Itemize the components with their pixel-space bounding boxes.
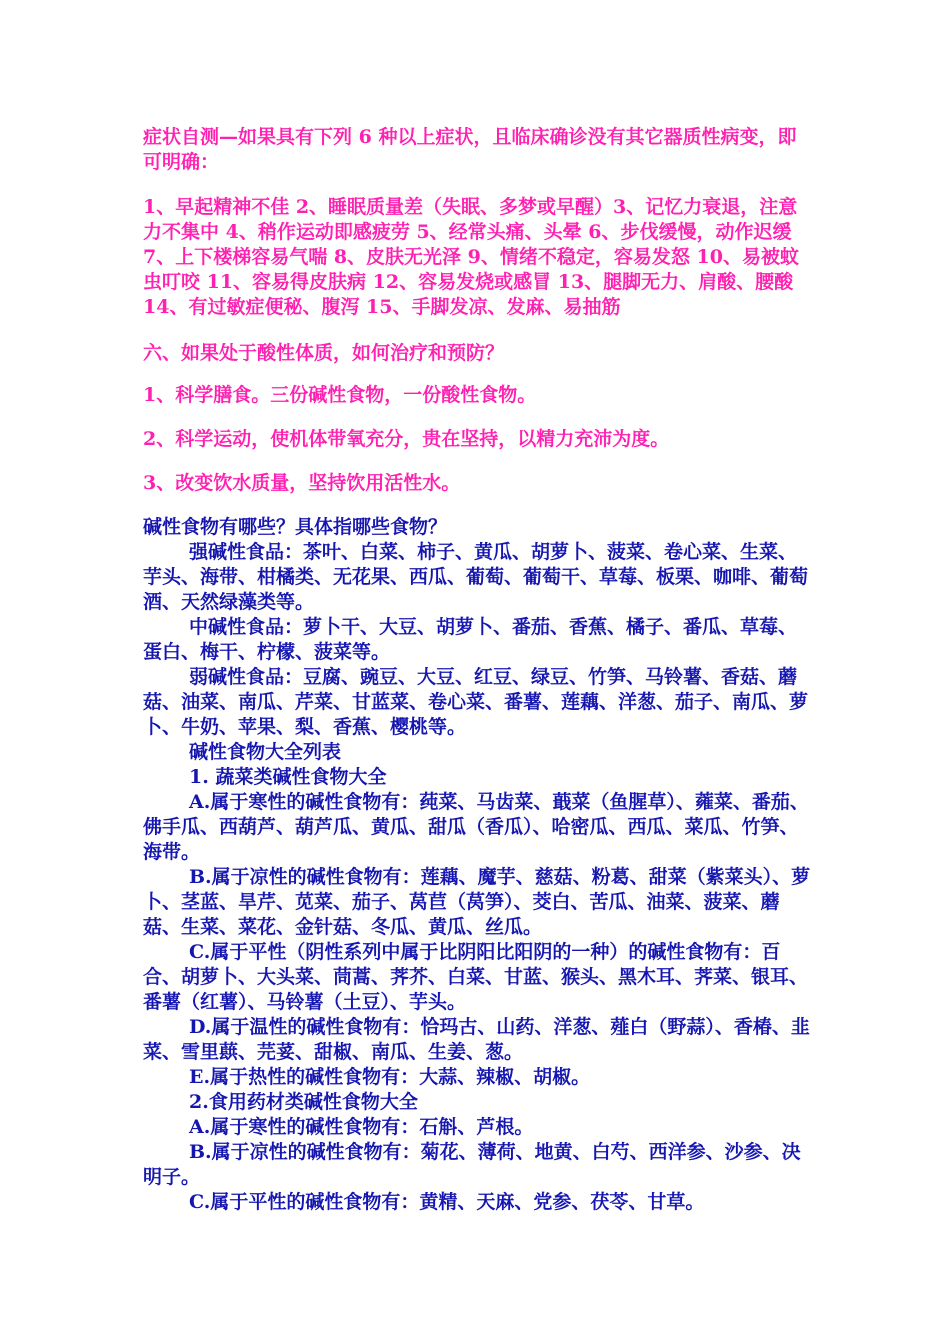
vegetable-cold: A.属于寒性的碱性食物有：莼菜、马齿菜、蕺菜（鱼腥草）、蕹菜、番茄、佛手瓜、西葫芦、葫芦瓜、黄瓜、甜瓜（香瓜）、哈密瓜、西瓜、菜瓜、竹笋、海带。: [143, 791, 809, 863]
medium-alkaline-foods: 中碱性食品：萝卜干、大豆、胡萝卜、番茄、香蕉、橘子、番瓜、草莓、蛋白、梅干、柠檬、菠菜等。: [143, 616, 798, 663]
alkaline-food-section: [143, 515, 811, 1215]
herb-section-title: 2.食用药材类碱性食物大全: [189, 1091, 418, 1113]
herb-cold: A.属于寒性的碱性食物有：石斛、芦根。: [189, 1116, 534, 1138]
vegetable-hot: E.属于热性的碱性食物有：大蒜、辣椒、胡椒。: [189, 1066, 591, 1088]
vegetable-cool: B.属于凉性的碱性食物有：莲藕、魔芋、慈菇、粉葛、甜菜（紫菜头）、萝卜、茎蓝、旱芹、苋菜、茄子、莴苣（莴笋）、茭白、苦瓜、油菜、菠菜、蘑菇、生菜、菜花、金针菇、冬瓜、黄瓜、丝瓜。: [143, 866, 811, 938]
strong-alkaline-foods: 强碱性食品：茶叶、白菜、柿子、黄瓜、胡萝卜、菠菜、卷心菜、生菜、芋头、海带、柑橘类、无花果、西瓜、葡萄、葡萄干、草莓、板栗、咖啡、葡萄酒、天然绿藻类等。: [143, 541, 809, 613]
herb-cool: B.属于凉性的碱性食物有：菊花、薄荷、地黄、白芍、西洋参、沙参、决明子。: [143, 1141, 801, 1188]
symptom-list: 1、早起精神不佳 2、睡眠质量差（失眠、多梦或早醒）3、记忆力衰退，注意力不集中 4、稍作运动即感疲劳 5、经常头痛、头晕 6、步伐缓慢，动作迟缓 7、上下楼梯容易气喘 8、皮肤无光泽 9、情绪不稳定，容易发怒 10、易被蚊虫叮咬 11、容易得皮肤病 12、容易发烧或感冒 13、腿脚无力、肩酸、腰酸 14、有过敏症便秘、腹泻 15、手脚发凉、发麻、易抽筋: [143, 196, 799, 318]
vegetable-section-title: 1. 蔬菜类碱性食物大全: [189, 766, 387, 788]
herb-neutral: C.属于平性的碱性食物有：黄精、天麻、党参、茯苓、甘草。: [189, 1191, 705, 1213]
tip-three: 3、改变饮水质量，坚持饮用活性水。: [143, 472, 461, 494]
tip-two: 2、科学运动，使机体带氧充分，贵在坚持，以精力充沛为度。: [143, 428, 670, 450]
tip-one: 1、科学膳食。三份碱性食物，一份酸性食物。: [143, 384, 537, 406]
alkaline-list-title: 碱性食物大全列表: [189, 741, 342, 763]
section-six-heading: 六、如果处于酸性体质，如何治疗和预防？: [143, 342, 505, 364]
weak-alkaline-foods: 弱碱性食品：豆腐、豌豆、大豆、红豆、绿豆、竹笋、马铃薯、香菇、蘑菇、油菜、南瓜、芹菜、甘蓝菜、卷心菜、番薯、莲藕、洋葱、茄子、南瓜、萝卜、牛奶、苹果、梨、香蕉、樱桃等。: [143, 666, 809, 738]
vegetable-warm: D.属于温性的碱性食物有：恰玛古、山药、洋葱、薤白（野蒜）、香椿、韭菜、雪里蕻、芫荽、甜椒、南瓜、生姜、葱。: [143, 1016, 810, 1063]
vegetable-neutral: C.属于平性（阴性系列中属于比阴阳比阳阴的一种）的碱性食物有：百合、胡萝卜、大头菜、茼蒿、荠芥、白菜、甘蓝、猴头、黑木耳、荠菜、银耳、番薯（红薯）、马铃薯（土豆）、芋头。: [143, 941, 809, 1013]
alkaline-question: 碱性食物有哪些？具体指哪些食物？: [143, 516, 448, 538]
symptom-intro: 症状自测—如果具有下列 6 种以上症状，且临床确诊没有其它器质性病变，即可明确：: [143, 126, 797, 173]
